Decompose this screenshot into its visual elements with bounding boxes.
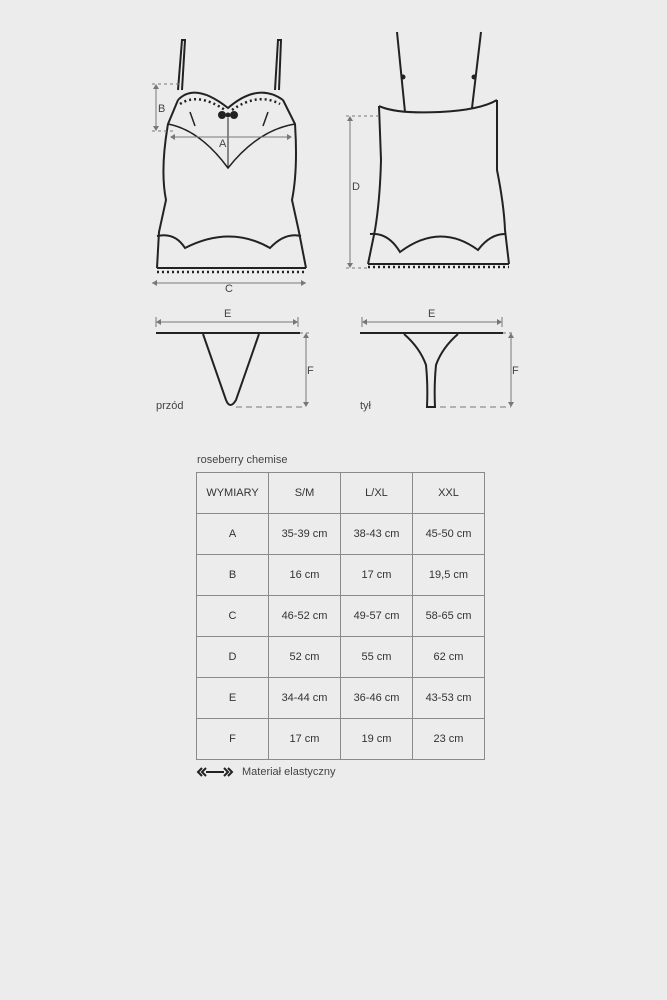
size-table-title: roseberry chemise [197,454,288,466]
garment-measurement-diagram [0,0,667,430]
table-cell: 38-43 cm [341,514,413,555]
table-cell: C [197,596,269,637]
table-header-cell: L/XL [341,473,413,514]
size-table [196,472,485,760]
dimension-label-c: C [225,283,233,295]
table-cell: B [197,555,269,596]
back-thong-dimension-lines [362,317,515,407]
table-cell: E [197,678,269,719]
table-cell: 17 cm [341,555,413,596]
table-cell: 45-50 cm [413,514,485,555]
table-cell: 17 cm [269,719,341,760]
table-cell: 58-65 cm [413,596,485,637]
table-cell: 35-39 cm [269,514,341,555]
dimension-label-d: D [352,181,360,193]
elastic-arrows-icon [196,766,234,778]
table-cell: 46-52 cm [269,596,341,637]
table-row [197,637,485,678]
strap-slider-icons [401,75,477,80]
table-cell: 19,5 cm [413,555,485,596]
table-cell: 34-44 cm [269,678,341,719]
table-header-cell: XXL [413,473,485,514]
elastic-material-legend [196,766,336,778]
table-cell: 36-46 cm [341,678,413,719]
dimension-label-f-back: F [512,365,519,377]
back-chemise-drawing [368,32,509,264]
bow-icon [218,111,238,119]
table-cell: 43-53 cm [413,678,485,719]
front-chemise-drawing [157,40,306,268]
table-row [197,555,485,596]
dimension-label-e-back: E [428,308,436,320]
table-header-cell: WYMIARY [197,473,269,514]
back-view-label: tył [360,400,371,412]
front-lace-trim [157,99,306,272]
table-row [197,678,485,719]
table-cell: 52 cm [269,637,341,678]
front-thong-dimension-lines [156,317,310,407]
table-cell: F [197,719,269,760]
table-row [197,514,485,555]
front-view-label: przód [156,400,184,412]
dimension-label-e-front: E [224,308,232,320]
dimension-label-f-front: F [307,365,314,377]
table-row [197,719,485,760]
table-header-row [197,473,485,514]
table-row [197,596,485,637]
front-thong-drawing [156,333,300,405]
table-cell: 23 cm [413,719,485,760]
legend-label: Materiał elastyczny [242,766,336,778]
dimension-label-a: A [219,138,227,150]
table-header-cell: S/M [269,473,341,514]
back-thong-drawing [360,333,503,407]
table-cell: 19 cm [341,719,413,760]
table-cell: 62 cm [413,637,485,678]
table-cell: 16 cm [269,555,341,596]
table-cell: A [197,514,269,555]
dimension-label-b: B [158,103,166,115]
table-cell: 55 cm [341,637,413,678]
table-cell: D [197,637,269,678]
table-cell: 49-57 cm [341,596,413,637]
